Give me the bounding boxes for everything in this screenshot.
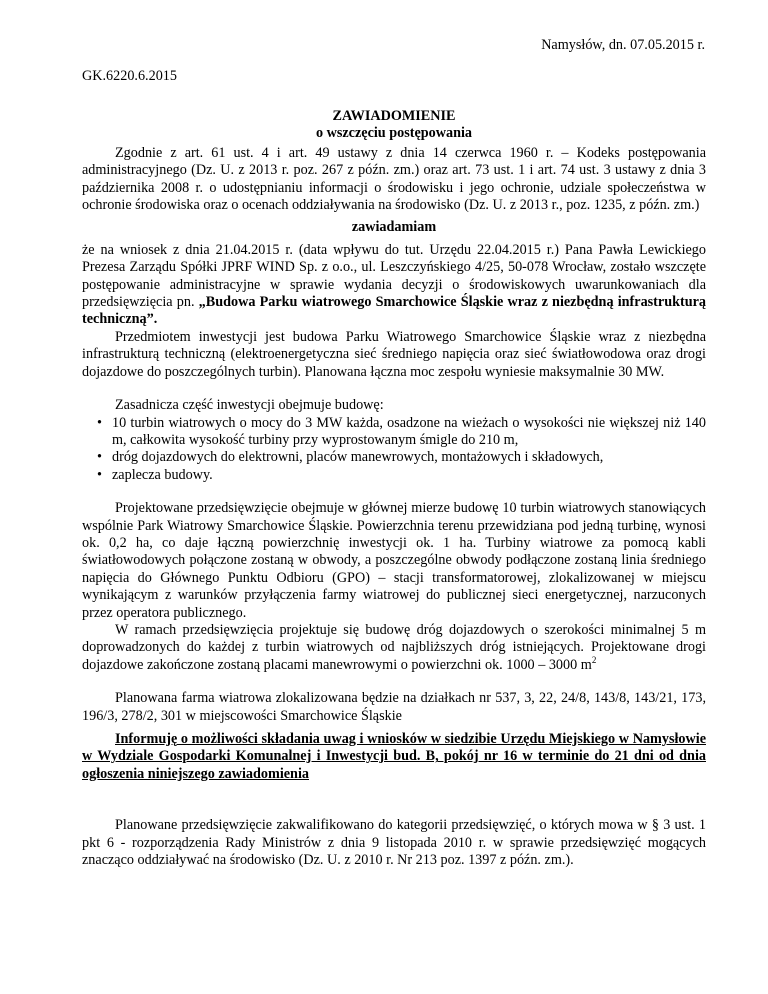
notify-heading: zawiadamiam: [351, 219, 437, 236]
subject-paragraph: Przedmiotem inwestycji jest budowa Parku Wiatrowego Smarchowice Śląskie wraz z niezbędna infrastrukturą techniczną (elektroenergetyczna sieć średniego napięcia oraz sieć światłowodowa oraz drogi dojazdowe do poszczególnych turbin). Planowana łączna moc zespołu wyniesie maksymalnie 30 MW.: [82, 328, 706, 380]
list-item: • zaplecza budowy.: [97, 466, 213, 483]
scope-intro: Zasadnicza część inwestycji obejmuje budowę:: [115, 397, 384, 414]
case-number: GK.6220.6.2015: [82, 68, 177, 84]
place-and-date: Namysłów, dn. 07.05.2015 r.: [541, 37, 705, 53]
list-item: • 10 turbin wiatrowych o mocy do 3 MW każda, osadzone na wieżach o wysokości nie większej niż 140 m, całkowita wysokość turbiny przy wyprostowanym śmigle do 210 m,: [97, 414, 706, 448]
document-subtitle: o wszczęciu postępowania: [315, 125, 473, 142]
location-paragraph: Planowana farma wiatrowa zlokalizowana będzie na działkach nr 537, 3, 22, 24/8, 143/8, 143/21, 173, 196/3, 278/2, 301 w miejscowości Smarchowice Śląskie: [82, 690, 706, 724]
description-paragraph-2: W ramach przedsięwzięcia projektuje się budowę dróg dojazdowych o szerokości minimalnej 5 m doprowadzonych do każdej z turbin wiatrowych od najbliższych dróg istniejących. Projektowane drogi dojazdowe zakończone zostaną placami manewrowymi o powierzchni ok. 1000 – 3000 $m^2$: [82, 621, 706, 673]
bullet-icon: •: [97, 449, 102, 466]
bullet-icon: •: [97, 414, 102, 431]
notice-text: że na wniosek z dnia 21.04.2015 r. (data wpływu do tut. Urzędu 22.04.2015 r.) Pana Pawła Lewickiego Prezesa Zarządu Spółki JPRF WIND Sp. z o.o., ul. Leszczyńskiego 4/25, 50-078 Wrocław, zostało wszczęte postępowanie administracyjne w sprawie wydania decyzji o środowiskowych uwarunkowaniach dla przedsięwzięcia pn.: [82, 241, 706, 311]
notice-paragraph: [82, 242, 706, 329]
project-name: „Budowa Parku wiatrowego Smarchowice Śląskie wraz z niezbędną infrastrukturą techniczną”.: [82, 294, 706, 328]
description-paragraph-1: Projektowane przedsięwzięcie obejmuje w głównej mierze budowę 10 turbin wiatrowych stanowiących wspólnie Park Wiatrowy Smarchowice Śląskie. Powierzchnia terenu przewidziana pod jedną turbinę, wynosi ok. 0,2 ha, co daje łączną powierzchnię inwestycji ok. 1 ha. Turbiny wiatrowe za pomocą kabli światłowodowych połączone zostaną w obwody, a poszczególne obwody podłączone zostaną linia średniego napięcia do Głównego Punktu Odbioru (GPO) – stacji transformatorowej, zlokalizowanej w miejscu wynikającym z warunków przyłączenia farmy wiatrowej do publicznej sieci energetycznej, narzuconych przez operatora publicznego.: [82, 500, 706, 621]
document-title: ZAWIADOMIENIE: [332, 108, 456, 124]
document-body: [82, 108, 706, 869]
classification-paragraph: Planowane przedsięwzięcie zakwalifikowano do kategorii przedsięwzięć, o których mowa w § 3 ust. 1 pkt 6 - rozporządzenia Rady Ministrów z dnia 9 listopada 2010 r. w sprawie przedsięwzięć mogących znacząco oddziaływać na środowisko (Dz. U. z 2010 r. Nr 213 poz. 1397 z późn. zm.).: [82, 817, 706, 869]
info-notice: Informuję o możliwości składania uwag i wniosków w siedzibie Urzędu Miejskiego w Namysłowie w Wydziale Gospodarki Komunalnej i Inwestycji bud. B, pokój nr 16 w terminie do 21 dni od dnia ogłoszenia niniejszego zawiadomienia: [82, 731, 706, 782]
legal-basis-paragraph: Zgodnie z art. 61 ust. 4 i art. 49 ustawy z dnia 14 czerwca 1960 r. – Kodeks postępowania administracyjnego (Dz. U. z 2013 r. poz. 267 z późn. zm.) oraz art. 73 ust. 1 i art. 74 ust. 3 ustawy z dnia 3 października 2008 r. o udostępnianiu informacji o środowisku i jego ochronie, udziale społeczeństwa w ochronie środowiska oraz o ocenach oddziaływania na środowisko (Dz. U. z 2013 r., poz. 1235, z późn. zm.): [82, 144, 706, 214]
bullet-icon: •: [97, 466, 102, 483]
list-item: • dróg dojazdowych do elektrowni, placów manewrowych, montażowych i składowych,: [97, 449, 604, 466]
scope-list: [82, 415, 706, 485]
area-unit-superscript: 2: [591, 654, 597, 665]
